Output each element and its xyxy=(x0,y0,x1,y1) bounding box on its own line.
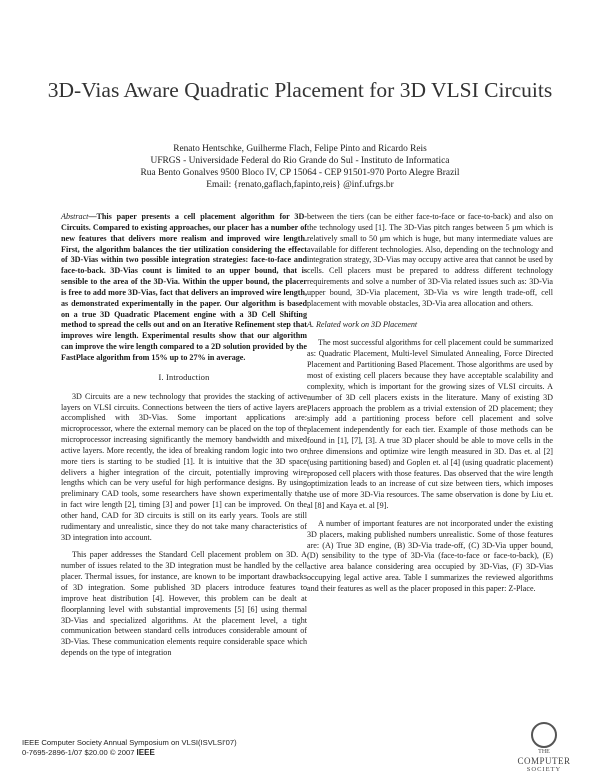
footer-venue: IEEE Computer Society Annual Symposium on VLSI(ISVLSI'07) xyxy=(22,738,237,747)
left-column xyxy=(61,212,307,659)
footer-copyright: 0-7695-2896-1/07 $20.00 © 2007 IEEE xyxy=(22,748,155,757)
paper-title: 3D-Vias Aware Quadratic Placement for 3D VLSI Circuits xyxy=(47,78,553,102)
ieee-mark: IEEE xyxy=(136,748,155,757)
intro-paragraph-2: This paper addresses the Standard Cell placement problem on 3D. A number of issues related to the 3D integration must be handled by the cell placer. Thermal issues, for instance, are known to be important drawbacks of 3D integration. Some published 3D placers introduce features to improve heat distribution [4]. However, this problem can be dealt at floorplanning level with substantial improvements [5] [6] using thermal 3D-Vias and specialized algorithms. At the placement level, a tight communication between standard cells introduces considerable amount of 3D-Vias. These communication elements require considerable space which depends on the type of integration xyxy=(61,550,307,658)
abstract xyxy=(61,212,307,364)
logo-name: COMPUTER xyxy=(517,756,571,766)
right-column xyxy=(307,212,553,595)
abstract-text: —This paper presents a cell placement algorithm for 3D-Circuits. Compared to existing approaches, our placer has a number of new features that delivers more realism and improved wire length. First, the algorithm balances the tier utilization considering the effect of 3D-Vias within two possible integration strategies: face-to-face and face-to-back. 3D-Vias count is limited to an upper bound, that is sensible to the area of the 3D-Via. Within the upper bound, the placer is free to add more 3D-Vias, fact that delivers an improved wire length, as demonstrated experimentally in the paper. Our algorithm is based on a true 3D Quadratic Placement engine with a 3D Cell Shifting method to spread the cells out and on an Iterative Refinement step that improves wire length. Experimental results show that our algorithm can improve the wire length compared to a 2D solution provided by the FastPlace algorithm from 15% up to 27% in average. xyxy=(61,212,307,362)
related-work-paragraph-1: The most successful algorithms for cell placement could be summarized as: Quadratic Placement, Multi-level Simulated Annealing, Force Directed Placement and Partitioning Based Placement. Those algorithms are used by most of existing cell placers because they have acceptable scalability and complexity, which is important for the growing sizes of VLSI circuits. A number of 3D cell placers exists in the literature. Many of existing 3D Placers approach the problem as a trivial extension of 2D placement; they simply add a partitioning process before cell placement and solve placement independently for each tier. Example of those methods can be found in [1], [7], [3]. A true 3D placer should be able to move cells in the three dimensions and optimize wire length measured in 3D. Das et. al [2] (using partitioning based) and Goplen et. al [4] (using quadratic placement) proposed cell placers with those features. Das observed that the wire length optimization leads to an increase of cut size between tiers, which imposes the use of more 3D-Via resources. The same observation is done by Liu et. al [8] and Kaya et. al [9]. xyxy=(307,338,553,511)
author-email: Email: {renato,gaflach,fapinto,reis} @inf.ufrgs.br xyxy=(206,180,394,190)
affiliation-line-1: UFRGS - Universidade Federal do Rio Grande do Sul - Instituto de Informatica xyxy=(150,156,450,166)
logo-the: THE xyxy=(538,749,550,755)
section-heading-introduction: I. Introduction xyxy=(158,372,210,382)
affiliation-line-2: Rua Bento Gonalves 9500 Bloco IV, CP 15064 - CEP 91501-970 Porto Alegre Brazil xyxy=(140,168,460,178)
page-footer xyxy=(22,738,237,758)
author-names: Renato Hentschke, Guilherme Flach, Felipe Pinto and Ricardo Reis xyxy=(173,144,427,154)
intro-paragraph-1: 3D Circuits are a new technology that provides the stacking of active layers on VLSI circuits. Connections between the tiers of active layers are accomplished with 3D-Vias. Some important applications are: microprocessor, where the external memory can be placed on the top of the microprocessor increasing significantly the memory bandwidth and mixed active layers. More recently, the idea of breaking random logic into two or more tiers is starting to be studied [1]. It is intuitive that the 3D space delivers a higher integration of the circuit, potentially improving wire lengths which can be very useful for high performance designs. By using preliminary CAD tools, some researchers have shown experimentally that in fact wire length [2], timing [3] and power [1] can be improved. On the other hand, CAD for 3D circuits is still on its early years. Tools are still rudimentary and unrealistic, since they do not take many characteristics of 3D integration into account. xyxy=(61,391,307,542)
intro-paragraph-continued: between the tiers (can be either face-to-face or face-to-back) and also on the technology used [1]. The 3D-Vias pitch ranges between 5 μm which is relatively small to 50 μm which is huge, but many intermediate values are available for different technologies. Also, depending on the technology and integration strategy, 3D-Vias may occupy active area that cannot be used by cells. Cell placers must be prepared to address different technology requirements and solve a number of 3D-Via related issues such as: 3D-Via upper bound, 3D-Via placement, 3D-Via vs wire length trade-off, cell placement with movable obstacles, 3D-Via area allocation and others. xyxy=(307,212,553,308)
author-block xyxy=(0,143,600,191)
logo-emblem-icon xyxy=(531,722,557,748)
logo-society: SOCIETY xyxy=(526,766,562,773)
computer-society-logo xyxy=(505,722,583,772)
subsection-heading-related-work: A. Related work on 3D Placement xyxy=(307,319,418,329)
related-work-paragraph-2: A number of important features are not incorporated under the existing 3D placers, making published numbers unrealistic. Some of those features are: (A) True 3D engine, (B) 3D-Via trade-off, (C) 3D-Via upper bound, (D) sensibility to the type of 3D-Via (face-to-face or face-to-back), (E) active area balance considering area occupied by 3D-Vias, (F) 3D-Vias occupying legal active area. Table I summarizes the reviewed algorithms and their features as well as the placer proposed in this paper: Z-Place. xyxy=(307,518,553,593)
abstract-label: Abstract xyxy=(61,212,89,221)
